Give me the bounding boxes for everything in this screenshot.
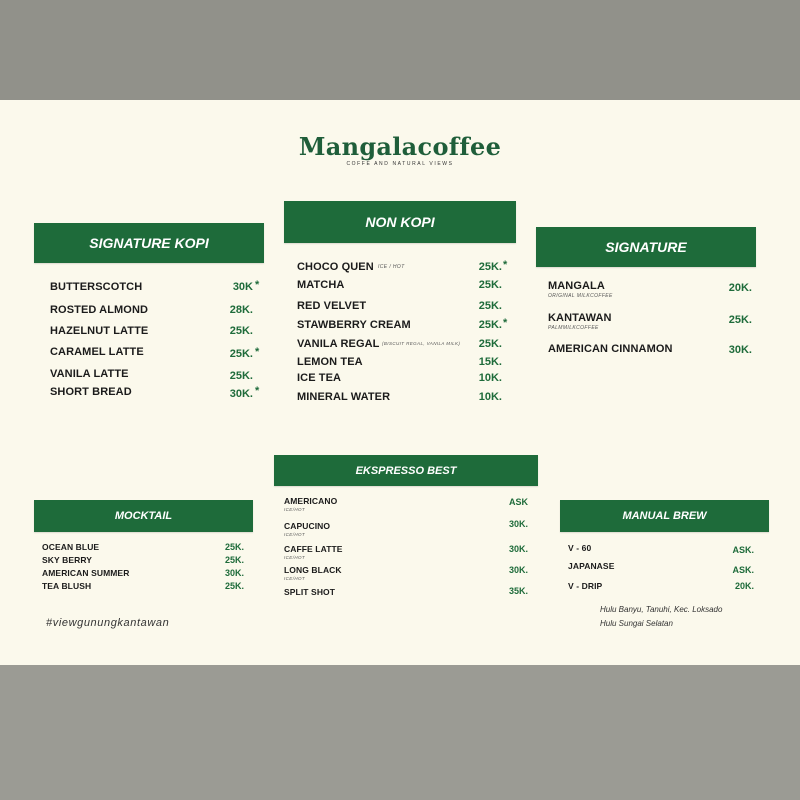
signature-kopi-item-5: SHORT BREAD bbox=[50, 386, 132, 398]
signature-kopi-title: SIGNATURE KOPI bbox=[89, 235, 209, 251]
mocktail-title: MOCKTAIL bbox=[114, 510, 173, 522]
non-kopi-header bbox=[284, 201, 516, 243]
non-kopi-item-5: LEMON TEA bbox=[297, 356, 363, 368]
hashtag-text: #viewgunungkantawan bbox=[46, 617, 170, 629]
bottom-backdrop bbox=[0, 665, 800, 800]
non-kopi-price-6: 10K. bbox=[478, 372, 502, 384]
star-mark-icon: * bbox=[503, 317, 508, 329]
signature-price-0: 20K. bbox=[728, 282, 752, 294]
ekspresso-header bbox=[274, 455, 538, 486]
ekspresso-item-3: LONG BLACK bbox=[284, 565, 342, 575]
signature-kopi-price-1: 28K. bbox=[229, 304, 253, 316]
signature-title: SIGNATURE bbox=[605, 239, 687, 255]
mocktail-item-3: TEA BLUSH bbox=[42, 581, 92, 591]
ekspresso-note-1: ICE/HOT bbox=[284, 532, 306, 537]
manual-brew-title: MANUAL BREW bbox=[622, 510, 707, 522]
mocktail-item-2: AMERICAN SUMMER bbox=[42, 568, 130, 578]
non-kopi-price-4: 25K. bbox=[478, 338, 502, 350]
signature-note-0: ORIGINAL MILKCOFFEE bbox=[548, 293, 613, 299]
non-kopi-item-2: RED VELVET bbox=[297, 300, 367, 312]
manual-brew-item-2: V - DRIP bbox=[568, 581, 603, 591]
signature-kopi-price-5: 30K. bbox=[229, 388, 253, 400]
non-kopi-price-3: 25K. bbox=[478, 319, 502, 331]
star-mark-icon: * bbox=[255, 346, 260, 358]
mocktail-price-2: 30K. bbox=[224, 568, 244, 578]
manual-brew-price-1: ASK. bbox=[732, 565, 754, 575]
non-kopi-item-6: ICE TEA bbox=[297, 372, 342, 384]
mocktail-price-1: 25K. bbox=[224, 555, 244, 565]
non-kopi-title: NON KOPI bbox=[365, 214, 435, 230]
non-kopi-price-5: 15K. bbox=[478, 356, 502, 368]
ekspresso-item-2: CAFFE LATTE bbox=[284, 544, 343, 554]
ekspresso-price-2: 30K. bbox=[508, 544, 528, 554]
manual-brew-price-0: ASK. bbox=[732, 545, 754, 555]
non-kopi-item-4: VANILA REGAL bbox=[297, 338, 380, 350]
non-kopi-price-0: 25K. bbox=[478, 261, 502, 273]
ekspresso-price-0: ASK bbox=[508, 497, 528, 507]
ekspresso-item-4: SPLIT SHOT bbox=[284, 587, 336, 597]
signature-kopi-header bbox=[34, 223, 264, 263]
top-backdrop bbox=[0, 0, 800, 100]
non-kopi-item-3: STAWBERRY CREAM bbox=[297, 319, 411, 331]
signature-kopi-price-3: 25K. bbox=[229, 348, 253, 360]
non-kopi-item-7: MINERAL WATER bbox=[297, 391, 391, 403]
signature-kopi-item-3: CARAMEL LATTE bbox=[50, 346, 144, 358]
non-kopi-price-2: 25K. bbox=[478, 300, 502, 312]
mocktail-header bbox=[34, 500, 253, 532]
signature-kopi-item-2: HAZELNUT LATTE bbox=[50, 325, 149, 337]
ekspresso-price-1: 30K. bbox=[508, 519, 528, 529]
menu-board bbox=[0, 100, 800, 665]
mocktail-price-0: 25K. bbox=[224, 542, 244, 552]
star-mark-icon: * bbox=[255, 385, 260, 397]
non-kopi-item-1: MATCHA bbox=[297, 279, 345, 291]
ekspresso-note-2: ICE/HOT bbox=[284, 555, 306, 560]
non-kopi-note-0: ICE / HOT bbox=[378, 264, 405, 270]
signature-item-1: KANTAWAN bbox=[548, 312, 612, 324]
signature-kopi-item-1: ROSTED ALMOND bbox=[50, 304, 149, 316]
non-kopi-item-0: CHOCO QUEN bbox=[297, 261, 374, 273]
signature-item-2: AMERICAN CINNAMON bbox=[548, 343, 673, 355]
mocktail-item-1: SKY BERRY bbox=[42, 555, 93, 565]
ekspresso-price-3: 30K. bbox=[508, 565, 528, 575]
signature-kopi-price-0: 30K bbox=[232, 281, 253, 293]
manual-brew-item-1: JAPANASE bbox=[568, 561, 615, 571]
signature-kopi-price-4: 25K. bbox=[229, 370, 253, 382]
ekspresso-note-3: ICE/HOT bbox=[284, 576, 306, 581]
manual-brew-price-2: 20K. bbox=[734, 581, 754, 591]
star-mark-icon: * bbox=[503, 259, 508, 271]
mocktail-price-3: 25K. bbox=[224, 581, 244, 591]
non-kopi-price-7: 10K. bbox=[478, 391, 502, 403]
brand-tagline: COFFE AND NATURAL VIEWS bbox=[346, 161, 454, 167]
signature-note-1: PALMMILKCOFFEE bbox=[548, 325, 599, 331]
address-line-1: Hulu Banyu, Tanuhi, Kec. Loksado bbox=[600, 605, 723, 614]
mocktail-item-0: OCEAN BLUE bbox=[42, 542, 100, 552]
address-line-2: Hulu Sungai Selatan bbox=[600, 619, 673, 628]
signature-kopi-price-2: 25K. bbox=[229, 325, 253, 337]
ekspresso-note-0: ICE/HOT bbox=[284, 507, 306, 512]
ekspresso-item-1: CAPUCINO bbox=[284, 521, 331, 531]
manual-brew-item-0: V - 60 bbox=[568, 543, 592, 553]
ekspresso-price-4: 35K. bbox=[508, 586, 528, 596]
ekspresso-title: EKSPRESSO BEST bbox=[355, 464, 457, 477]
signature-price-1: 25K. bbox=[728, 314, 752, 326]
brand-logo-text: Mangalacoffee bbox=[298, 132, 502, 161]
signature-header bbox=[536, 227, 756, 267]
ekspresso-item-0: AMERICANO bbox=[284, 496, 338, 506]
non-kopi-price-1: 25K. bbox=[478, 279, 502, 291]
manual-brew-header bbox=[560, 500, 769, 532]
star-mark-icon: * bbox=[255, 279, 260, 291]
signature-kopi-item-0: BUTTERSCOTCH bbox=[50, 281, 143, 293]
signature-price-2: 30K. bbox=[728, 344, 752, 356]
signature-kopi-item-4: VANILA LATTE bbox=[50, 368, 129, 380]
non-kopi-note-4: (BISCUIT REGAL, VANILA MILK) bbox=[382, 341, 461, 346]
signature-item-0: MANGALA bbox=[548, 280, 605, 292]
